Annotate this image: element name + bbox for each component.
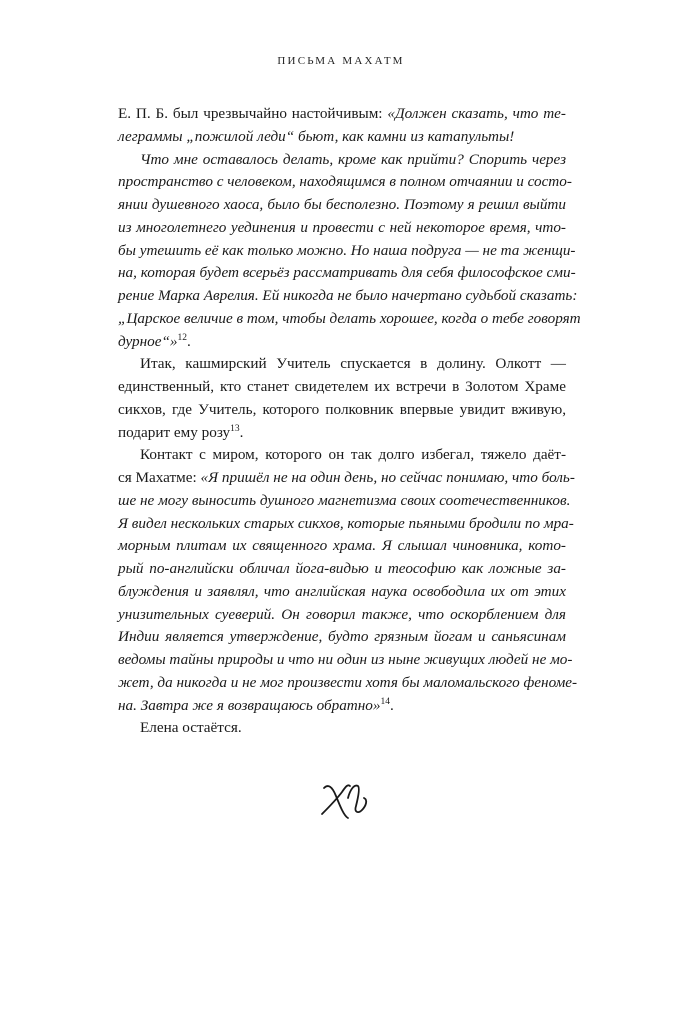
text-line <box>118 399 566 422</box>
text-line <box>118 695 566 718</box>
quoted-text: из многолетнего уединения и провести с ней некоторое время, что- <box>118 218 566 236</box>
text-line <box>118 604 566 627</box>
quoted-text: „Царское величие в том, чтобы делать хорошее, когда о тебе говорят <box>118 309 581 327</box>
text-line <box>118 444 566 467</box>
text-line <box>118 308 581 331</box>
quoted-text: жет, да никогда и не мог произвести хотя бы маломальского феноме- <box>118 673 578 691</box>
text-line <box>118 353 566 376</box>
text-run: подарит ему розу <box>118 423 231 441</box>
text-line <box>118 422 566 445</box>
quoted-text: рение Марка Аврелия. Ей никогда не было начертано судьбой сказать: <box>118 287 578 304</box>
footnote-ref: 12 <box>177 332 188 343</box>
text-line <box>118 376 566 399</box>
quoted-text: пространство с человеком, находящимся в полном отчаянии и состо- <box>118 173 572 191</box>
quoted-text: ше не могу выносить душного магнетизма своих соотечественников. <box>118 491 571 509</box>
text-line <box>118 217 566 240</box>
text-run: ся Махатме: <box>118 469 201 486</box>
footnote-ref: 14 <box>380 696 390 707</box>
quoted-text: «Должен сказать, что те- <box>387 105 566 122</box>
text-line <box>118 331 566 354</box>
quoted-text: морным плитам их священного храма. Я слышал чиновника, кото- <box>118 537 566 555</box>
quoted-text: Индии является утверждение, будто грязным йогам и саньясинам <box>118 628 566 646</box>
text-run: сикхов, где Учитель, которого полковник впервые увидит вживую, <box>118 400 566 418</box>
text-line <box>118 535 566 558</box>
text-line <box>118 262 576 285</box>
quoted-text: леграммы „пожилой леди“ бьют, как камни из катапульты! <box>118 127 515 145</box>
text-run: . <box>239 423 244 441</box>
quoted-text: ведомы тайны природы и что ни один из ныне живущих людей не мо- <box>118 651 573 668</box>
text-line <box>118 649 573 672</box>
text-line <box>118 467 575 490</box>
text-run: Итак, кашмирский Учитель спускается в долину. Олкотт — <box>140 355 566 373</box>
quoted-text: унизительных суеверий. Он говорил также, что оскорблением для <box>118 605 566 623</box>
text-line <box>118 626 566 649</box>
text-run: . <box>390 696 394 714</box>
text-line <box>118 717 566 740</box>
body-text <box>118 103 581 740</box>
quoted-text: на. Завтра же я возвращаюсь обратно» <box>118 696 381 714</box>
quoted-text: дурное“» <box>118 332 178 350</box>
text-line <box>118 285 578 308</box>
text-line <box>118 126 566 149</box>
text-line <box>118 581 566 604</box>
quoted-text: «Я пришёл не на один день, но сейчас понимаю, что боль- <box>200 469 575 486</box>
quoted-text: на, которая будет всерьёз рассматривать для себя философское сми- <box>118 264 576 282</box>
quoted-text: янии душевного хаоса, было бы бесполезно. Поэтому я решил выйти <box>118 196 566 213</box>
text-line <box>118 558 566 581</box>
quoted-text: бы утешить её как только можно. Но наша подруга — не та женщи- <box>118 241 576 259</box>
text-line <box>118 194 566 217</box>
quoted-text: Я видел нескольких старых сикхов, которые пьяными бродили по мра- <box>118 514 574 532</box>
text-run: Контакт с миром, которого он так долго избегал, тяжело даёт- <box>140 446 566 464</box>
quoted-text: рый по-английски обличал йога-видью и теософию как ложные за- <box>118 560 566 577</box>
quoted-text: Что мне оставалось делать, кроме как прийти? Спорить через <box>140 150 566 168</box>
footnote-ref: 13 <box>230 423 240 434</box>
text-line <box>118 672 578 695</box>
text-run: . <box>187 332 191 350</box>
text-line <box>118 103 566 126</box>
text-run: единственный, кто станет свидетелем их встречи в Золотом Храме <box>118 378 566 395</box>
running-header: ПИСЬМА МАХАТМ <box>277 55 405 67</box>
text-line <box>118 490 571 513</box>
text-line <box>118 171 572 194</box>
quoted-text: блуждения и заявлял, что английская наука освободила их от этих <box>118 582 566 600</box>
text-line <box>118 240 576 263</box>
text-run: Елена остаётся. <box>140 719 242 737</box>
signature-glyph-icon <box>318 776 374 822</box>
text-line <box>118 513 574 536</box>
text-run: Е. П. Б. был чрезвычайно настойчивым: <box>118 105 388 122</box>
text-line <box>118 149 566 172</box>
